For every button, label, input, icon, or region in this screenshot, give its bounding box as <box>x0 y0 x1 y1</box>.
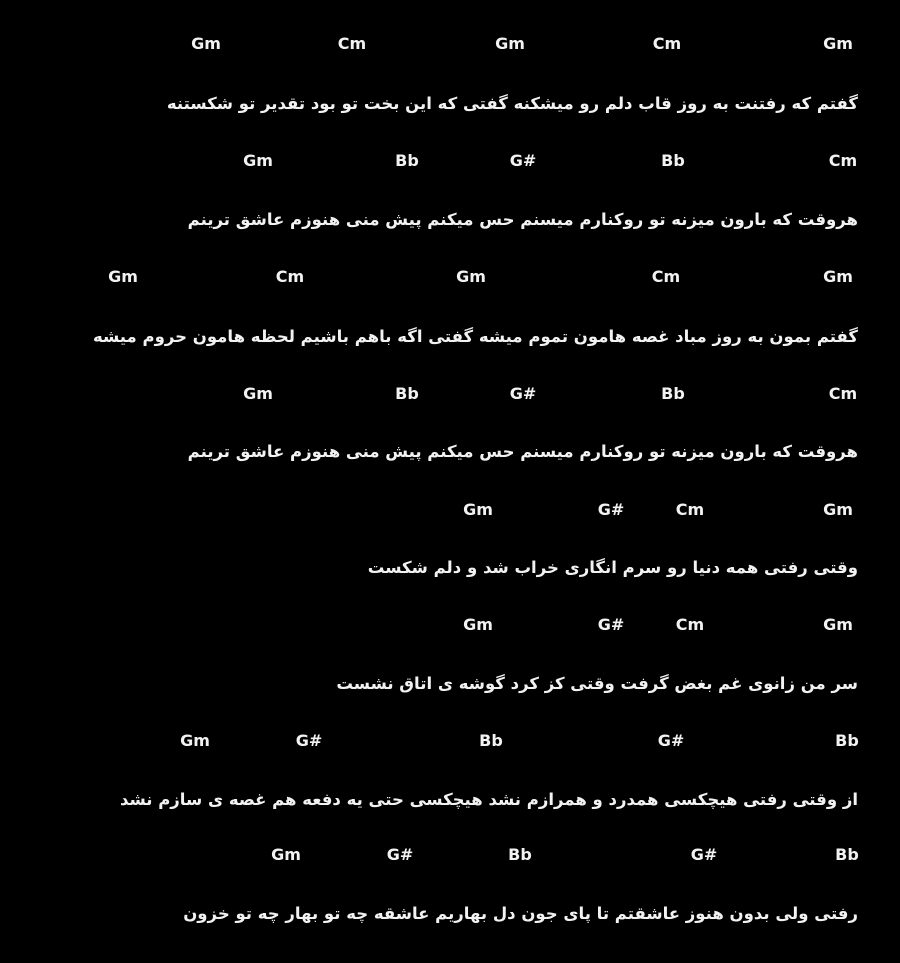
chord-label: Bb <box>661 384 685 403</box>
chord-label: Gm <box>823 615 853 634</box>
chord-label: Gm <box>495 34 525 53</box>
chord-label: Gm <box>463 500 493 519</box>
chord-label: Cm <box>651 267 681 286</box>
lyric-line: هروقت که بارون میزنه تو روکنارم میسنم حس میکنم پیش منی هنوزم عاشق ترینم <box>187 210 858 229</box>
chord-label: Bb <box>661 151 685 170</box>
lyric-line: هروقت که بارون میزنه تو روکنارم میسنم حس میکنم پیش منی هنوزم عاشق ترینم <box>187 442 858 461</box>
lyric-line: وقتی رفتی همه دنیا رو سرم انگاری خراب شد و دلم شکست <box>367 558 858 577</box>
chord-label: G# <box>690 845 718 864</box>
chord-label: Bb <box>835 731 859 750</box>
chord-label: Gm <box>191 34 221 53</box>
chord-label: Gm <box>823 34 853 53</box>
lyric-line: از وقتی رفتی هیچکسی همدرد و همرازم نشد هیچکسی حتی یه دفعه هم غصه ی سازم نشد <box>119 790 858 809</box>
chord-label: G# <box>509 384 537 403</box>
chord-label: G# <box>657 731 685 750</box>
chord-label: Cm <box>675 615 705 634</box>
chord-label: G# <box>386 845 414 864</box>
chord-label: Gm <box>243 151 273 170</box>
chord-label: Bb <box>479 731 503 750</box>
chord-label: Gm <box>243 384 273 403</box>
lyric-line: رفتی ولی بدون هنوز عاشقتم تا پای جون دل بهاریم عاشقه چه تو بهار چه تو خزون <box>183 904 858 923</box>
chord-label: Cm <box>652 34 682 53</box>
chord-label: Gm <box>271 845 301 864</box>
chord-label: G# <box>295 731 323 750</box>
lyric-line: سر من زانوی غم بغض گرفت وقتی کز کرد گوشه ی اتاق نشست <box>336 674 858 693</box>
chord-label: Gm <box>108 267 138 286</box>
chord-label: G# <box>597 500 625 519</box>
chord-label: Gm <box>823 500 853 519</box>
chord-label: Gm <box>463 615 493 634</box>
chord-label: Bb <box>508 845 532 864</box>
chord-label: Cm <box>675 500 705 519</box>
chord-label: G# <box>597 615 625 634</box>
chord-label: Gm <box>823 267 853 286</box>
chord-label: G# <box>509 151 537 170</box>
chord-label: Bb <box>395 384 419 403</box>
lyric-line: گفتم بمون به روز مباد غصه هامون تموم میشه گفتی اگه باهم باشیم لحظه هامون حروم میشه <box>93 327 858 346</box>
chord-label: Gm <box>456 267 486 286</box>
chord-label: Bb <box>835 845 859 864</box>
chord-label: Gm <box>180 731 210 750</box>
chord-label: Bb <box>395 151 419 170</box>
chord-label: Cm <box>275 267 305 286</box>
chord-label: Cm <box>828 384 858 403</box>
chord-label: Cm <box>828 151 858 170</box>
lyric-line: گفتم که رفتنت به روز قاب دلم رو میشکنه گفتی که این بخت تو بود تقدیر تو شکستنه <box>166 94 858 113</box>
chord-label: Cm <box>337 34 367 53</box>
